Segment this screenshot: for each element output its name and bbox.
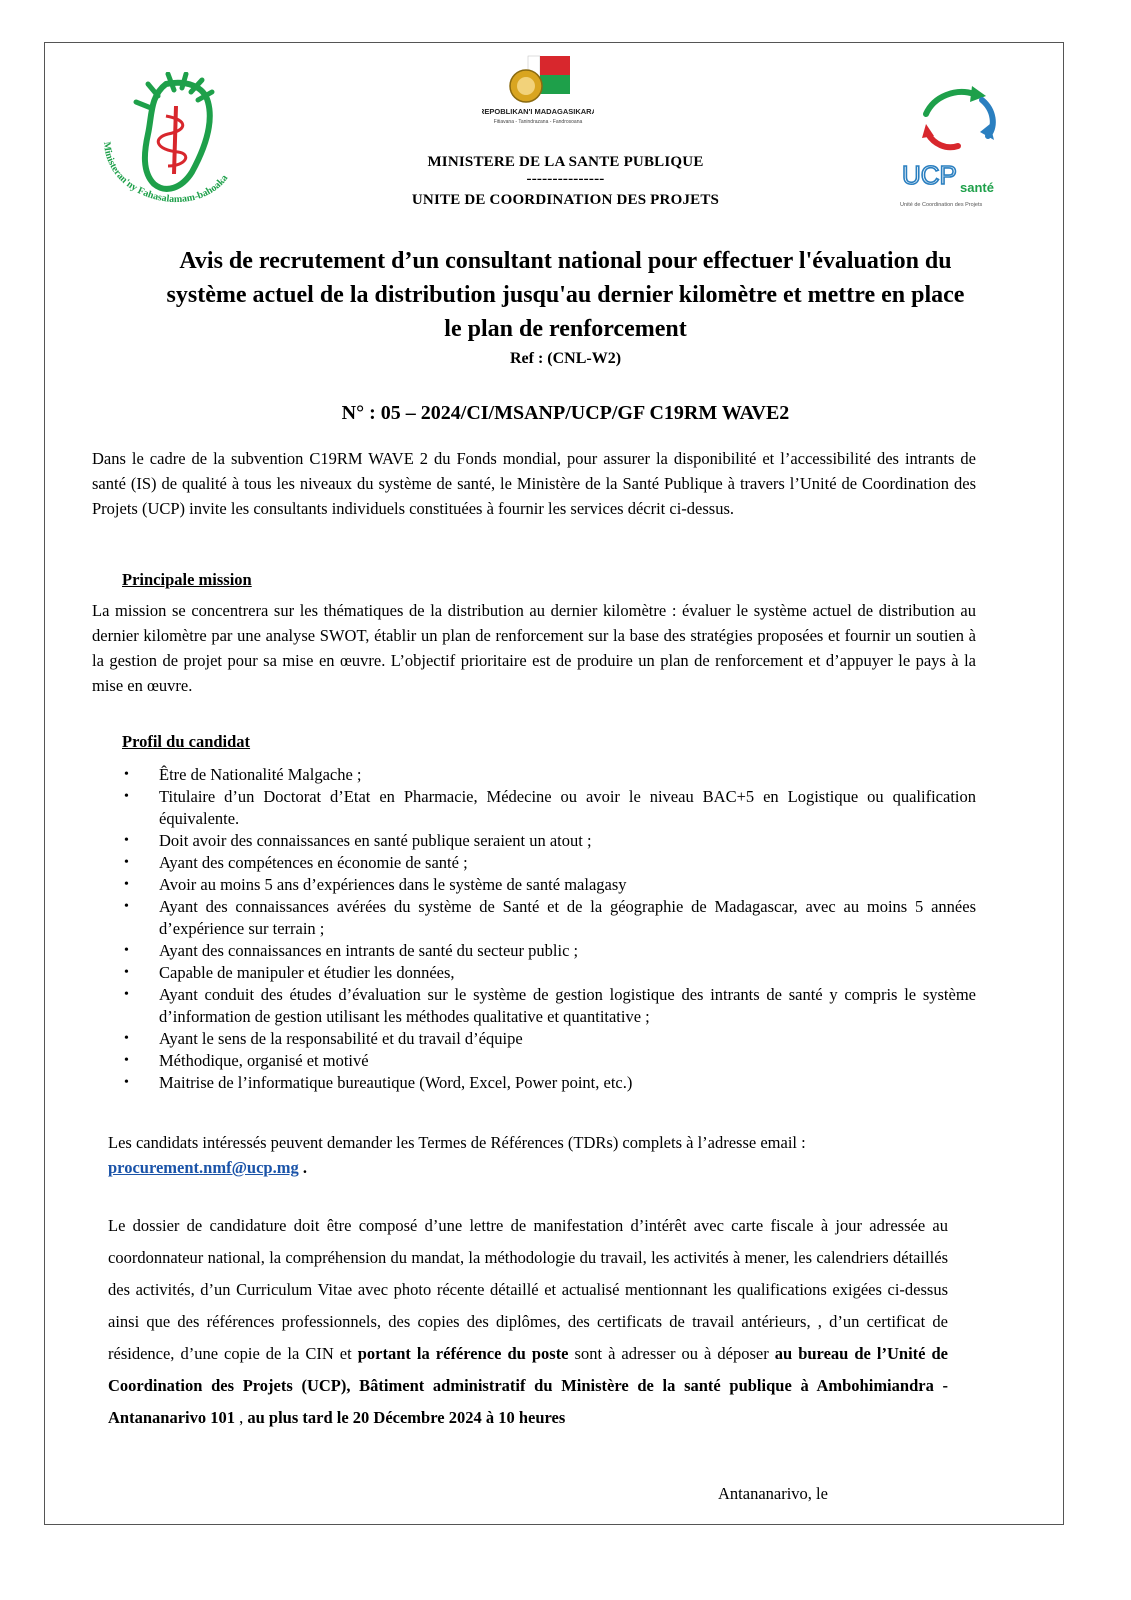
profile-item-text: Être de Nationalité Malgache ; — [159, 765, 362, 784]
ucp-sante-logo — [898, 80, 1010, 212]
header-separator: --------------- — [526, 171, 605, 187]
bullet-icon: • — [124, 1075, 129, 1090]
profile-item — [92, 786, 976, 830]
mission-paragraph: La mission se concentrera sur les thématiques de la distribution au dernier kilomètre : évaluer le système actuel de distribution au dernier kilomètre par une analyse SWOT, établir un plan de renforcement sur la base des stratégies proposées et fournir un soutien à la gestion de projet pour sa mise en œuvre. L’objectif prioritaire est de produire un plan de renforcement et d’appuyer le pays à la mise en œuvre. — [92, 601, 976, 695]
profile-item-text: Titulaire d’un Doctorat d’Etat en Pharmacie, Médecine ou avoir le niveau BAC+5 en Logistique ou qualification équivalente. — [159, 787, 976, 828]
dossier-text-1: Le dossier de candidature doit être composé d’une lettre de manifestation d’intérêt avec carte fiscale à jour adressée au coordonnateur national, la compréhension du mandat, la méthodologie du travail, les activités à mener, les calendriers détaillés des activités, d’un Curriculum Vitae avec photo récente détaillé et actualisé mentionnant les qualifications exigées ci-dessus ainsi que des références professionnels, des copies des diplômes, des certificats de travail antérieurs, , d’un certificat de résidence, d’une copie de la CIN et — [108, 1216, 948, 1363]
bullet-icon: • — [124, 943, 129, 958]
contact-paragraph — [108, 1130, 960, 1180]
profile-item — [92, 874, 976, 896]
profile-item-text: Ayant des connaissances en intrants de santé du secteur public ; — [159, 941, 579, 960]
dossier-bold-3: au plus tard le 20 Décembre 2024 à 10 heures — [247, 1408, 566, 1427]
title-line-3: le plan de renforcement — [444, 316, 687, 342]
bullet-icon: • — [124, 965, 129, 980]
dossier-text-3: , — [234, 1408, 248, 1427]
signature-place: Antananarivo, le — [718, 1484, 828, 1503]
intro-paragraph: Dans le cadre de la subvention C19RM WAVE 2 du Fonds mondial, pour assurer la disponibilité et l’accessibilité des intrants de santé (IS) de qualité à tous les niveaux du système de santé, le Ministère de la Santé Publique à travers l’Unité de Coordination des Projets (UCP) invite les consultants individuels constituées à fournir les services décrit ci-dessus. — [92, 449, 976, 518]
contact-email-link[interactable]: procurement.nmf@ucp.mg — [108, 1158, 299, 1177]
republic-motto-text: Fitiavana - Tanindrazana - Fandrosoana — [493, 119, 583, 125]
profile-item — [92, 764, 976, 786]
title-line-2: système actuel de la distribution jusqu'au dernier kilomètre et mettre en place — [166, 282, 965, 308]
republic-name-text: REPOBLIKAN'I MADAGASIKARA — [482, 107, 594, 116]
profile-item — [92, 940, 976, 962]
ministry-health-logo — [96, 72, 246, 207]
unit-name: UNITE DE COORDINATION DES PROJETS — [411, 192, 720, 208]
bullet-icon: • — [124, 833, 129, 848]
bullet-icon: • — [124, 877, 129, 892]
profile-list — [92, 764, 976, 1094]
profile-item — [92, 1072, 976, 1094]
profile-item-text: Capable de manipuler et étudier les données, — [159, 963, 455, 982]
ucp-text: UCP — [902, 160, 957, 190]
profile-item — [92, 1028, 976, 1050]
bullet-icon: • — [124, 899, 129, 914]
bullet-icon: • — [124, 855, 129, 870]
profile-item — [92, 1050, 976, 1072]
ministry-logo-text: Ministeran'ny Fahasalamam-bahoaka — [100, 141, 231, 206]
republic-seal-logo — [482, 52, 594, 134]
profile-item-text: Méthodique, organisé et motivé — [159, 1051, 369, 1070]
sante-text: santé — [960, 180, 994, 195]
dossier-paragraph — [108, 1210, 948, 1434]
bullet-icon: • — [124, 1031, 129, 1046]
bullet-icon: • — [124, 789, 129, 804]
bullet-icon: • — [124, 1053, 129, 1068]
contact-text: Les candidats intéressés peuvent demander les Termes de Références (TDRs) complets à l’adresse email : — [108, 1133, 806, 1152]
dossier-bold-2: au bureau de l’Unité de Coordination des Projets (UCP), Bâtiment administratif du Ministère de la santé publique à Ambohimiandra -Antananarivo 101 — [108, 1344, 948, 1427]
dossier-text-2: sont à adresser ou à déposer — [568, 1344, 775, 1363]
profile-item — [92, 962, 976, 984]
reference: Ref : (CNL-W2) — [509, 350, 622, 367]
profile-item-text: Maitrise de l’informatique bureautique (Word, Excel, Power point, etc.) — [159, 1073, 633, 1092]
mission-heading: Principale mission — [122, 570, 252, 589]
page-title — [80, 244, 1051, 346]
profile-item-text: Ayant le sens de la responsabilité et du travail d’équipe — [159, 1029, 523, 1048]
profile-item — [92, 984, 976, 1028]
profile-item-text: Doit avoir des connaissances en santé publique seraient un atout ; — [159, 831, 592, 850]
notice-number: N° : 05 – 2024/CI/MSANP/UCP/GF C19RM WAVE2 — [341, 402, 790, 424]
profile-item-text: Ayant conduit des études d’évaluation sur le système de gestion logistique des intrants de santé y compris le système d’information de gestion utilisant les méthodes qualitative et quantitative ; — [159, 985, 976, 1026]
profile-item-text: Avoir au moins 5 ans d’expériences dans le système de santé malagasy — [159, 875, 627, 894]
dossier-bold-1: portant la référence du poste — [357, 1344, 569, 1363]
profile-item-text: Ayant des connaissances avérées du système de Santé et de la géographie de Madagascar, avec au moins 5 années d’expérience sur terrain ; — [159, 897, 976, 938]
profile-heading: Profil du candidat — [122, 732, 251, 751]
ucp-caption-text: Unité de Coordination des Projets — [900, 202, 983, 208]
bullet-icon: • — [124, 767, 129, 782]
profile-item — [92, 896, 976, 940]
profile-item — [92, 852, 976, 874]
ministry-name: MINISTERE DE LA SANTE PUBLIQUE — [427, 154, 704, 170]
profile-item — [92, 830, 976, 852]
contact-period: . — [298, 1158, 307, 1177]
profile-item-text: Ayant des compétences en économie de santé ; — [159, 853, 468, 872]
title-line-1: Avis de recrutement d’un consultant national pour effectuer l'évaluation du — [179, 248, 952, 274]
bullet-icon: • — [124, 987, 129, 1002]
